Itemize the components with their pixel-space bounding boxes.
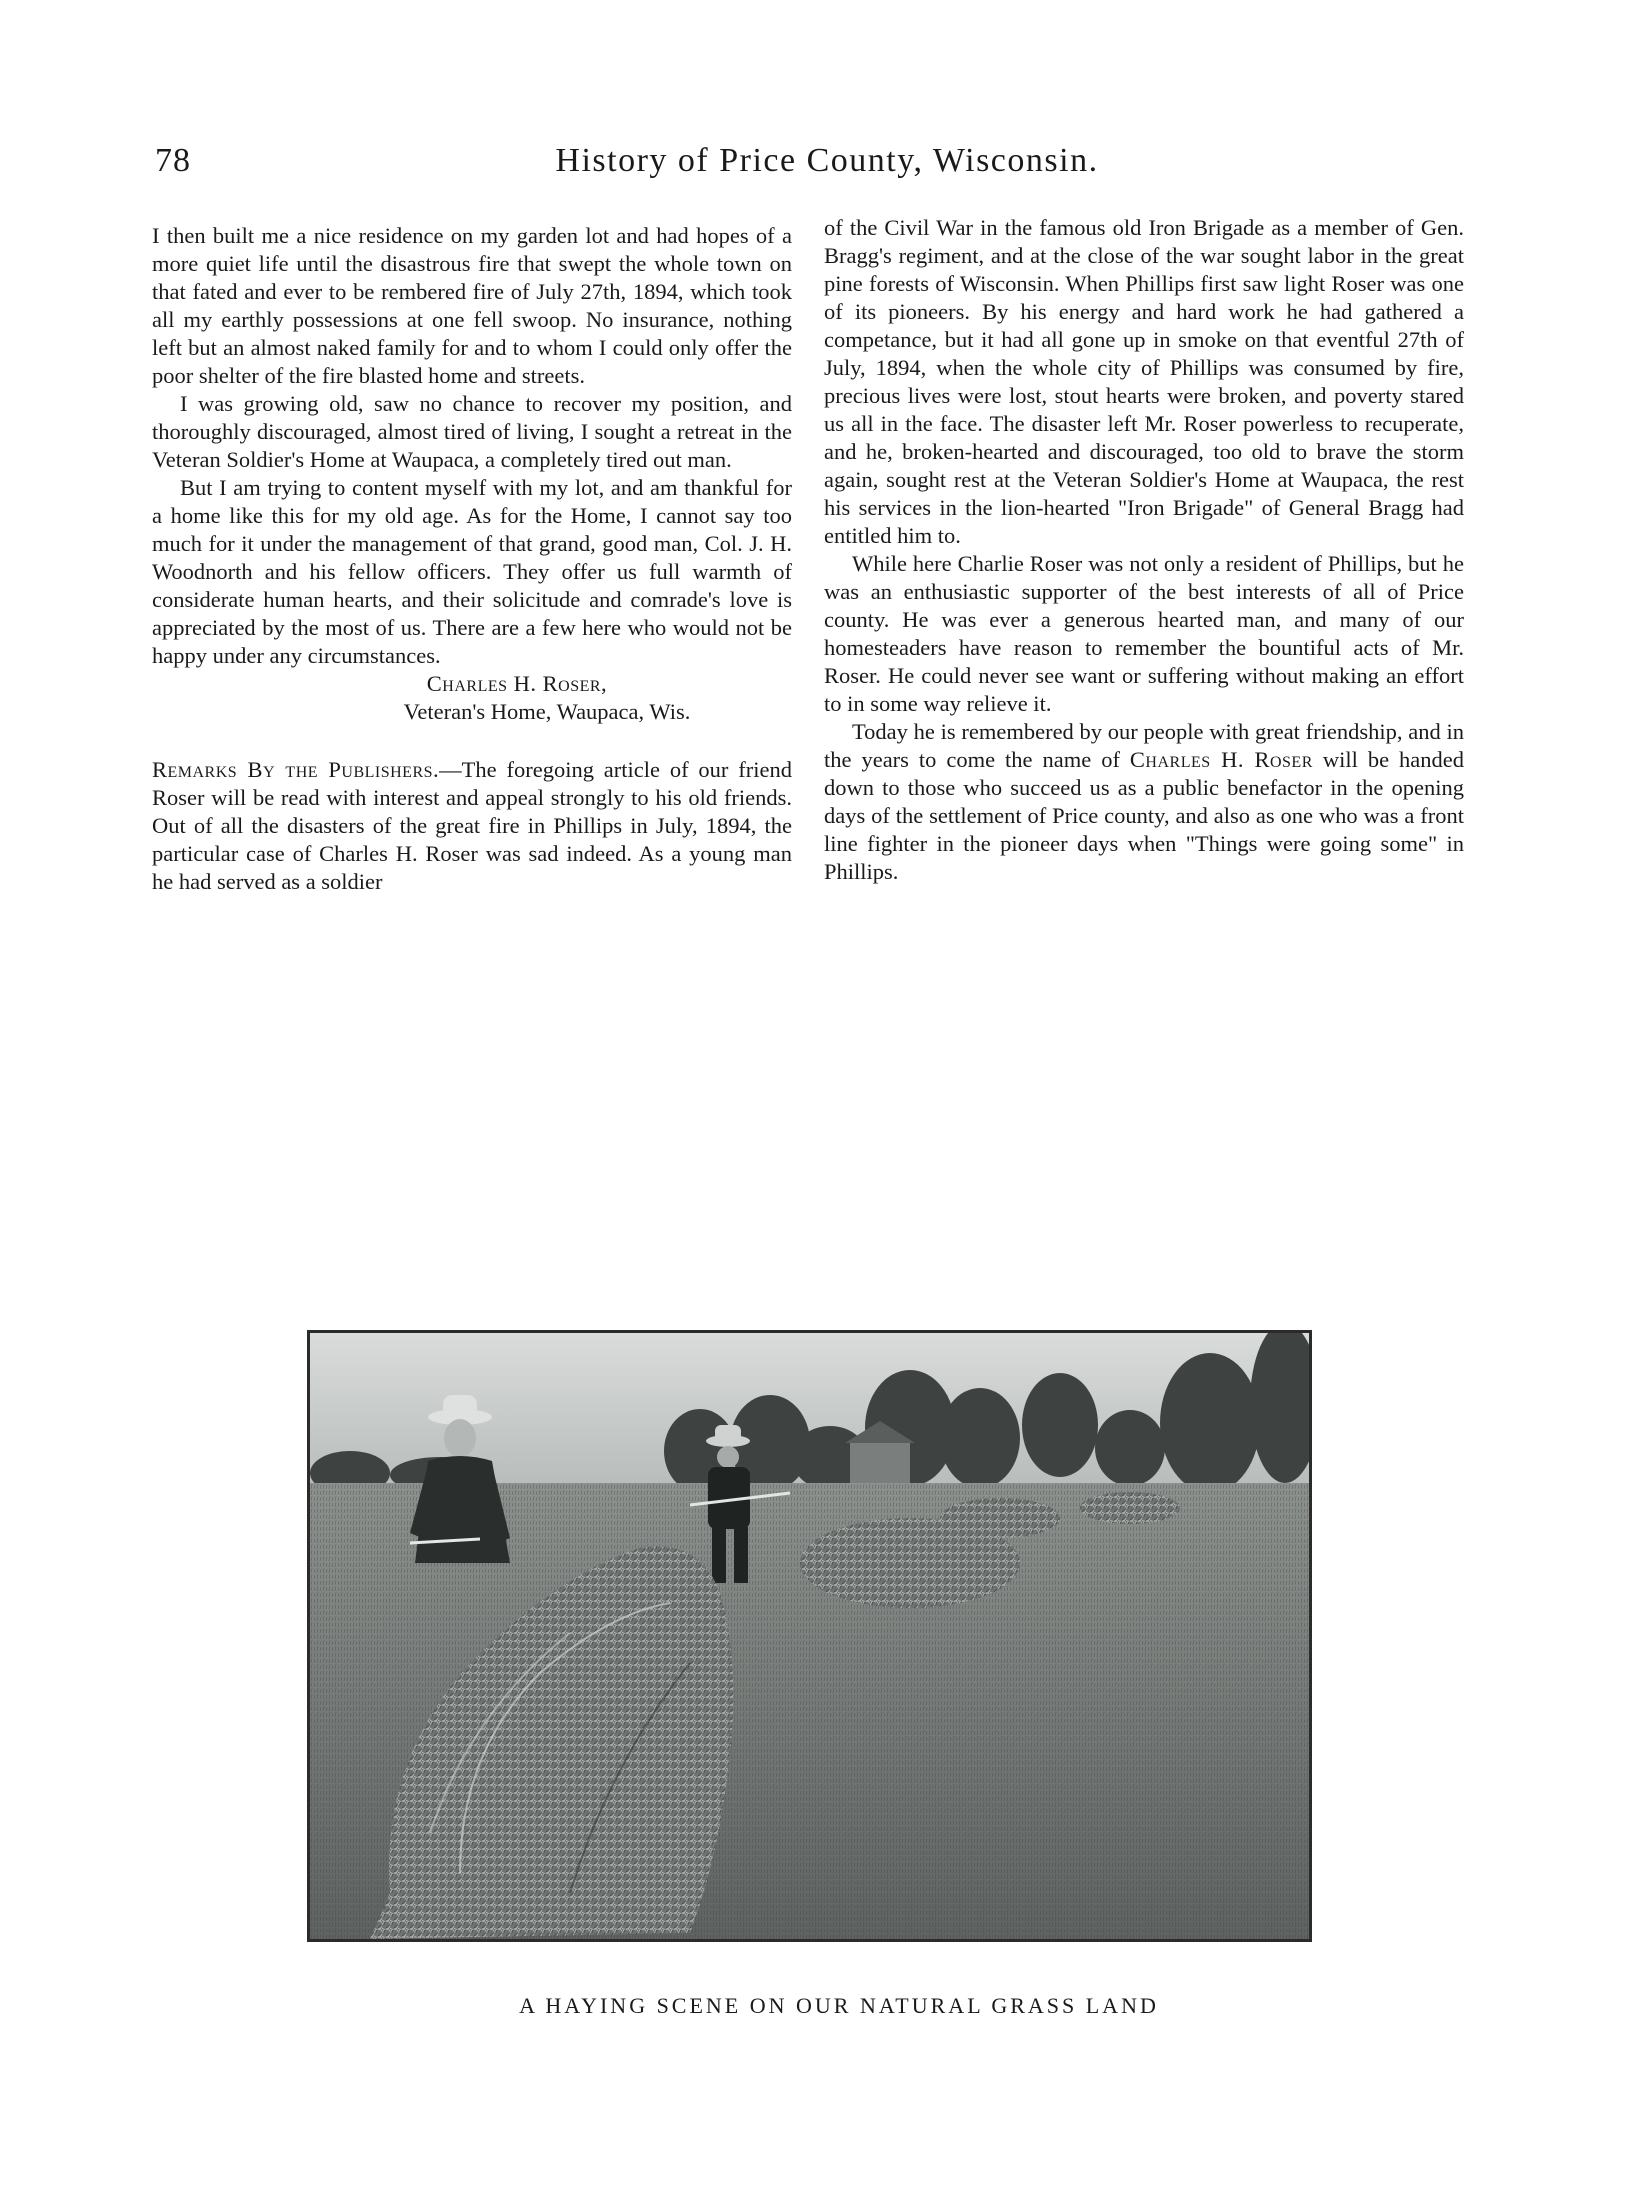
left-column <box>152 222 792 896</box>
right-column <box>824 214 1464 886</box>
page-title: History of Price County, Wisconsin. <box>555 142 1099 179</box>
paragraph-text: will be handed down to those who succeed us as a public benefactor in the opening days of the settlement of Price county, and also as one who was a front line fighter in the pioneer days when "Things were going some" in Phillips. <box>824 747 1464 884</box>
paragraph: I was growing old, saw no chance to recover my position, and thoroughly discouraged, almost tired of living, I sought a retreat in the Veteran Soldier's Home at Waupaca, a completely tired out man. <box>152 391 792 472</box>
figure-caption: A HAYING SCENE ON OUR NATURAL GRASS LAND <box>519 1993 1159 2018</box>
remarks-paragraph <box>152 756 792 896</box>
remarks-heading: Remarks By the Publishers. <box>152 757 440 782</box>
paragraph: of the Civil War in the famous old Iron Brigade as a member of Gen. Bragg's regiment, and at the close of the war sought labor in the great pine forests of Wisconsin. When Phillips first saw light Roser was one of its pioneers. By his energy and hard work he had gathered a competance, but it had all gone up in smoke on that eventful 27th of July, 1894, when the whole city of Phillips was consumed by fire, precious lives were lost, stout hearts were broken, and poverty stared us all in the face. The disaster left Mr. Roser powerless to recuperate, and he, broken-hearted and discouraged, too old to brave the storm again, sought rest at the Veteran Soldier's Home at Waupaca, the rest his services in the lion-hearted "Iron Brigade" of General Bragg had entitled him to. <box>824 215 1464 548</box>
paragraph: While here Charlie Roser was not only a resident of Phillips, but he was an enthusiastic supporter of the best interests of all of Price county. He was ever a generous hearted man, and many of our homesteaders have reason to remember the bountiful acts of Mr. Roser. He could never see want or suffering without making an effort to in some way relieve it. <box>824 551 1464 716</box>
signature-place: Veteran's Home, Waupaca, Wis. <box>403 699 691 724</box>
remarks-text: —The foregoing article of our friend Roser will be read with interest and appeal strongly to his old friends. Out of all the disasters of the great fire in Phillips in July, 1894, the particular case of Charles H. Roser was sad indeed. As a young man he had served as a soldier <box>152 757 792 894</box>
paragraph: I then built me a nice residence on my garden lot and had hopes of a more quiet life until the disastrous fire that swept the whole town on that fated and ever to be rembered fire of July 27th, 1894, which took all my earthly possessions at one fell swoop. No insurance, nothing left but an almost naked family for and to whom I could only offer the poor shelter of the fire blasted home and streets. <box>152 223 792 388</box>
paragraph-text: Today he is remembered by our people with great friendship, and in the years to come the name of <box>824 719 1464 772</box>
paragraph: But I am trying to content myself with my lot, and am thankful for a home like this for my old age. As for the Home, I cannot say too much for it under the management of that grand, good man, Col. J. H. Woodnorth and his fellow officers. They offer us full warmth of considerate human hearts, and their solicitude and comrade's love is appreciated by the most of us. There are a few here who would not be happy under any circumstances. <box>152 475 792 668</box>
person-name: Charles H. Roser <box>1129 747 1313 772</box>
section-gap <box>152 726 792 756</box>
page-number: 78 <box>155 142 191 179</box>
signature-name: Charles H. Roser, <box>426 671 608 696</box>
paragraph <box>824 718 1464 886</box>
haying-scene-photo <box>307 1330 1312 1942</box>
